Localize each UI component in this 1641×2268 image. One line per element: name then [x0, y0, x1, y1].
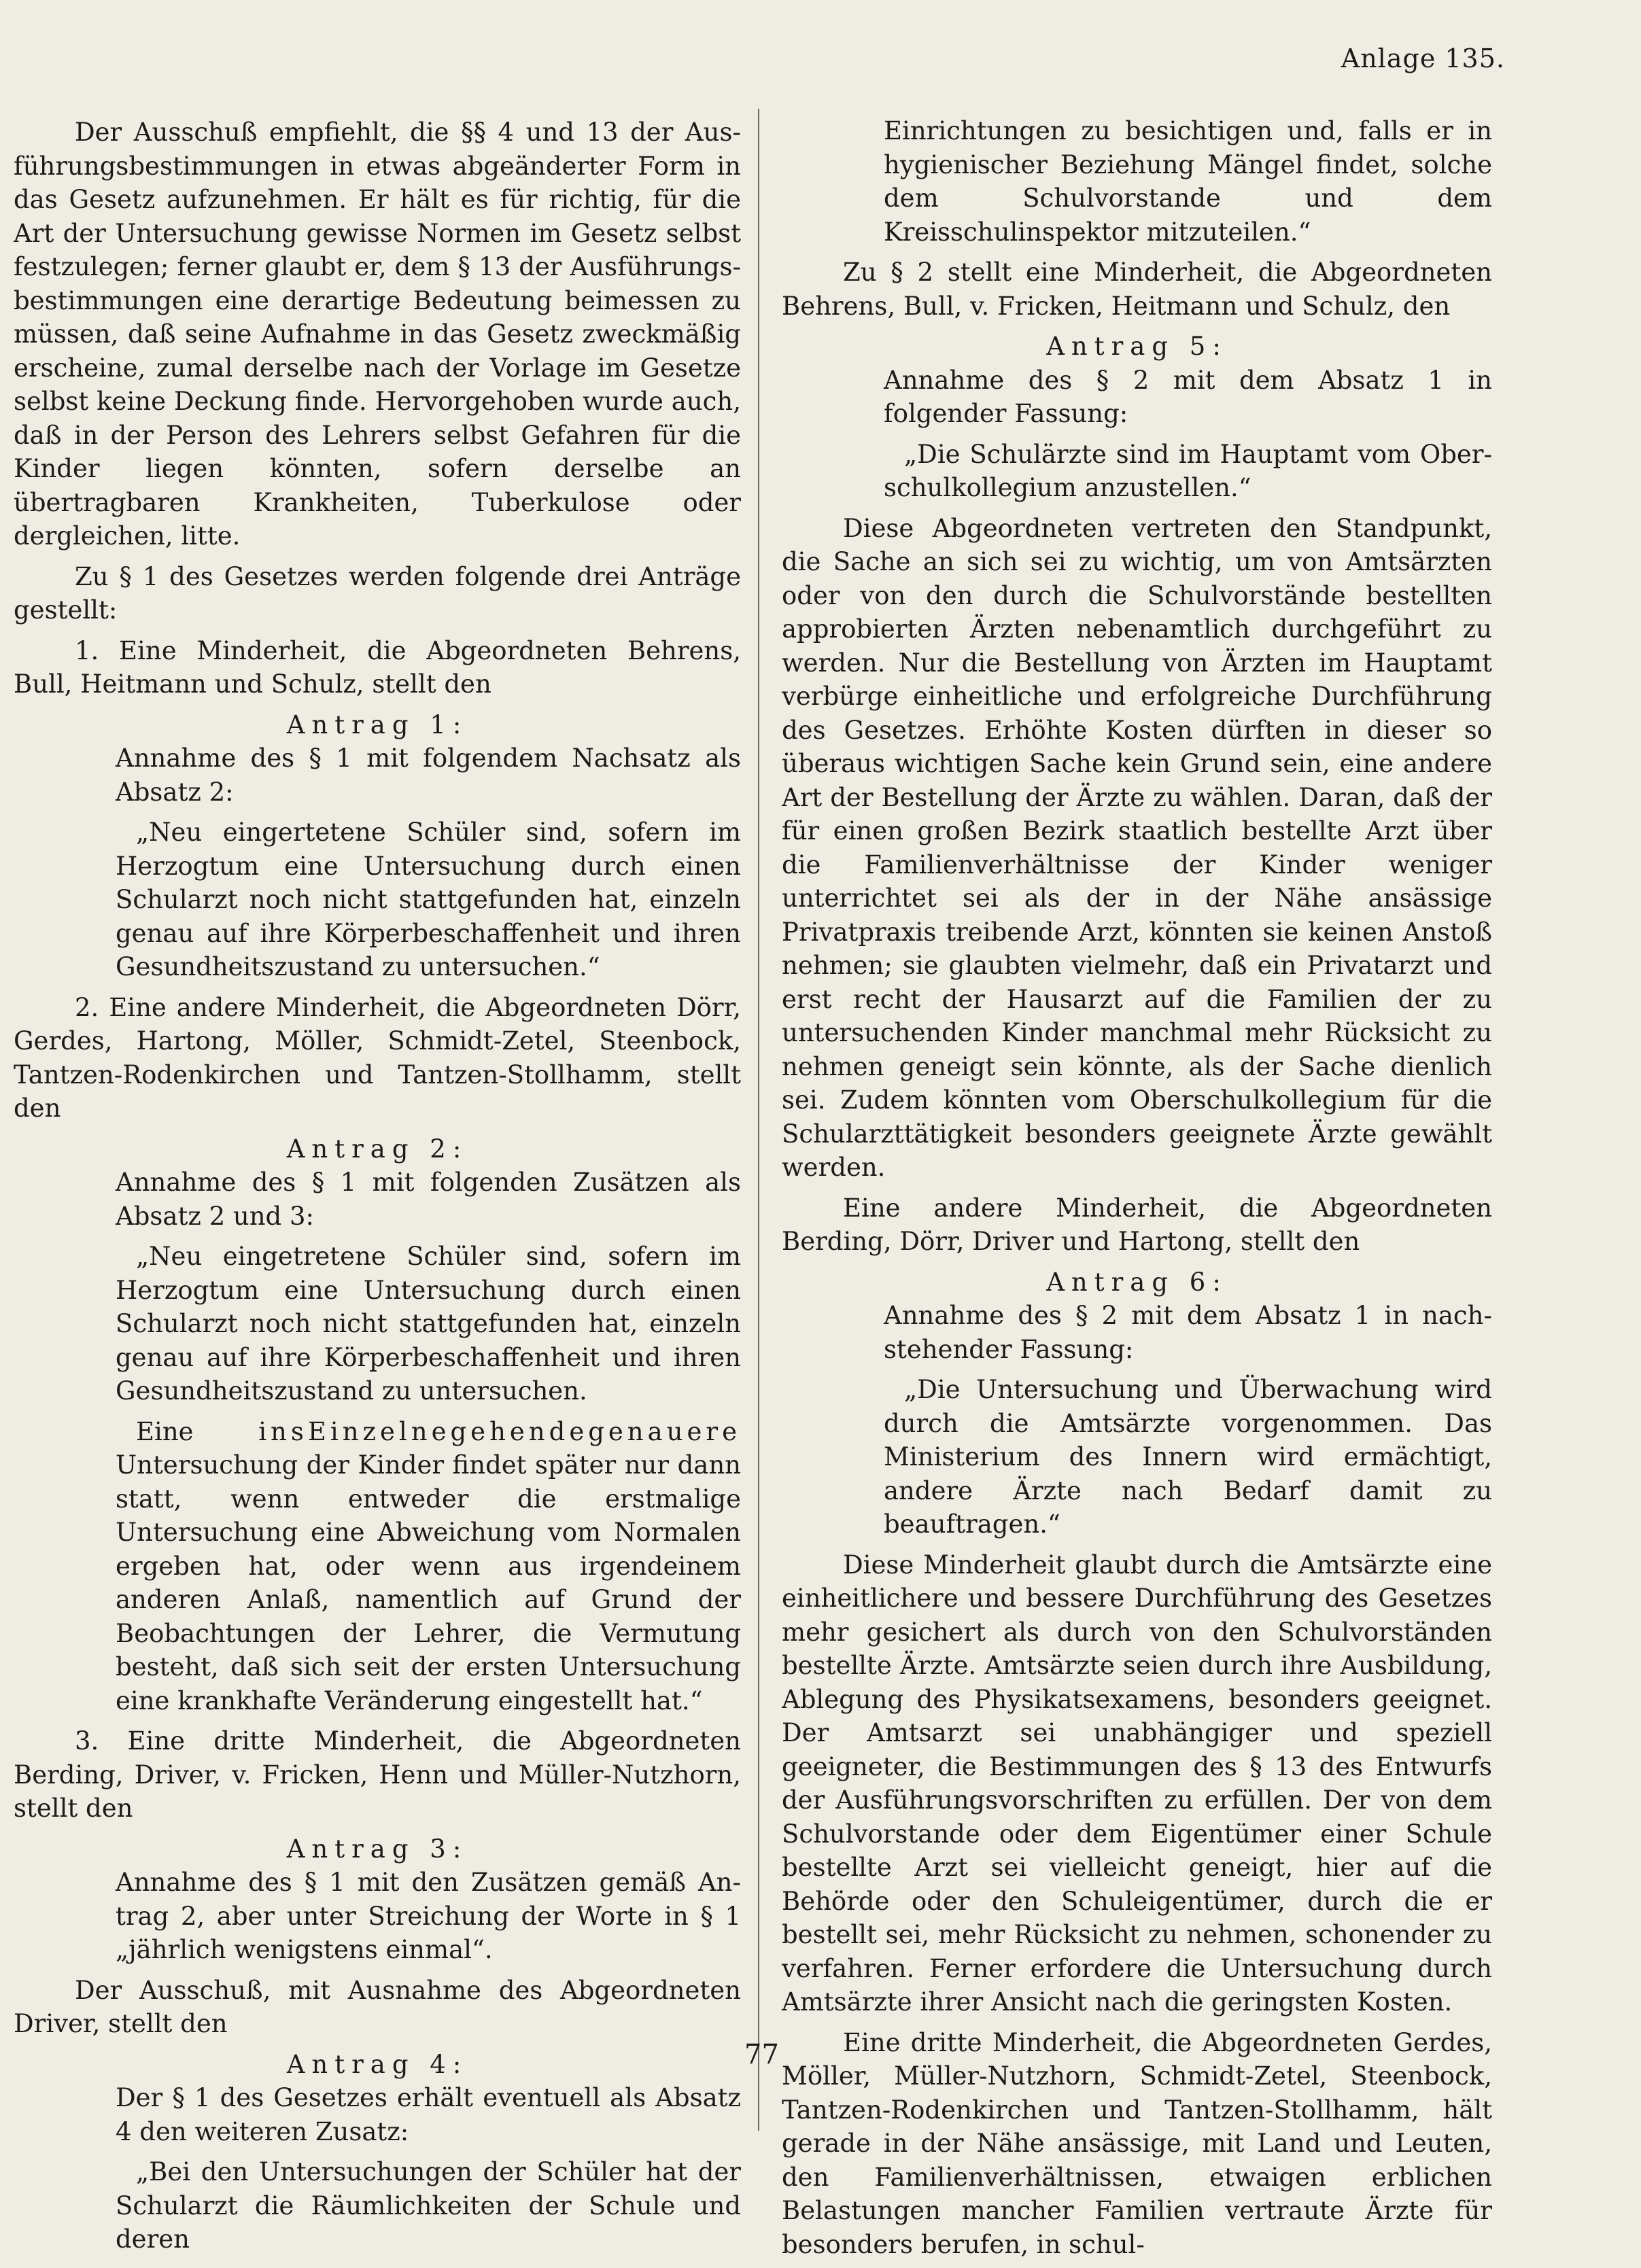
left-paragraph: 2. Eine andere Minderheit, die Abgeordneten Dörr, Gerdes, Hartong, Möller, Schmidt-Zetel, Steenbock, Tantzen-Rodenkirchen und Tantzen-Stollhamm, stellt den: [14, 992, 741, 1123]
left-column: [14, 116, 741, 2263]
antrag-quote-continuation: Einrichtungen zu besichtigen und, falls er in hygienischer Beziehung Mängel findet, solche dem Schulvorstande und dem Kreisschulinspektor mitzuteilen.“: [884, 116, 1492, 247]
right-paragraph: Eine andere Minderheit, die Abgeordneten Berding, Dörr, Driver und Hartong, stellt den: [782, 1193, 1492, 1256]
column-divider: [758, 109, 759, 2131]
antrag-quote: [14, 1415, 741, 1718]
left-paragraph: Der Ausschuß empfiehlt, die §§ 4 und 13 der Ausführungsbestimmungen in etwas abgeänderter Form in das Gesetz aufzunehmen. Er hält es für richtig, für die Art der Untersuchung gewisse Normen im Gesetz selbst festzulegen; ferner glaubt er, dem § 13 der Ausführungsbestimmungen eine derartige Bedeutung beimessen zu müssen, daß seine Aufnahme in das Gesetz zweckmäßig erscheine, zumal derselbe nach der Vorlage im Gesetze selbst keine Deckung finde. Hervorgehoben wurde auch, daß in der Person des Lehrers selbst Gefahren für die Kinder liegen könnten, sofern derselbe an übertragbaren Krankheiten, Tuberkulose oder dergleichen, litte.: [14, 118, 741, 551]
antrag-heading: Antrag 3:: [286, 1834, 468, 1864]
antrag-heading: Antrag 2:: [286, 1134, 468, 1164]
right-paragraph: Zu § 2 stellt eine Minderheit, die Abgeordneten Behrens, Bull, v. Fricken, Heitmann und Schulz, den: [782, 258, 1492, 321]
antrag-text: Annahme des § 1 mit folgenden Zusätzen als Absatz 2 und 3:: [116, 1168, 741, 1231]
right-column: [782, 114, 1492, 2268]
antrag-quote: „Die Untersuchung und Überwachung wird durch die Amtsärzte vorgenommen. Das Ministerium des Innern wird ermächtigt, andere Ärzte nach Bedarf damit zu beauftragen.“: [884, 1375, 1492, 1539]
spaced-emphasis: insEinzelnegehendegenauere: [258, 1416, 741, 1446]
right-paragraph: Diese Abgeordneten vertreten den Standpunkt, die Sache an sich sei zu wichtig, um von Amtsärzten oder von den durch die Schulvorstände bestellten approbierten Ärzten nebenamtlich durchgeführt zu werden. Nur die Bestellung von Ärzten im Hauptamt verbürge einheitliche und erfolgreiche Durchführung des Gesetzes. Erhöhte Kosten dürften in dieser so überaus wichtigen Sache kein Grund sein, eine andere Art der Bestellung der Ärzte zu wählen. Daran, daß der für einen großen Bezirk staatlich bestellte Arzt über die Familienverhältnisse der Kinder weniger unterrichtet sei als der in der Nähe ansässige Privatpraxis treibende Arzt, könnten sie keinen Anstoß nehmen; sie glaubten vielmehr, daß ein Privatarzt und erst recht der Hausarzt auf die Familien der zu untersuchenden Kinder manchmal mehr Rücksicht zu nehmen geneigt sein könnte, als der Sache dienlich sei. Zudem könnten vom Oberschulkollegium für die Schularzttätigkeit besonders geeignete Ärzte gewählt werden.: [782, 513, 1492, 1182]
page-header: Anlage 135.: [1341, 43, 1505, 73]
left-paragraph: Der Ausschuß, mit Ausnahme des Abgeordneten Driver, stellt den: [14, 1975, 741, 2038]
antrag-text: Annahme des § 1 mit folgendem Nachsatz als Absatz 2:: [116, 744, 741, 807]
page-number: 77: [744, 2039, 779, 2070]
antrag-quote: „Neu eingertetene Schüler sind, sofern im Herzogtum eine Untersuchung durch einen Schularzt noch nicht stattgefunden hat, einzeln genau auf ihre Körperbeschaffenheit und ihren Gesundheitszustand zu untersuchen.“: [116, 818, 741, 981]
antrag-quote: „Bei den Untersuchungen der Schüler hat der Schularzt die Räumlichkeiten der Schule und deren: [116, 2157, 741, 2254]
antrag-text: Der § 1 des Gesetzes erhält eventuell als Absatz 4 den weiteren Zusatz:: [116, 2083, 741, 2146]
antrag-text: Annahme des § 2 mit dem Absatz 1 in nachstehender Fassung:: [884, 1301, 1492, 1364]
antrag-heading: Antrag 1:: [286, 710, 468, 739]
left-paragraph: Zu § 1 des Gesetzes werden folgende drei Anträge gestellt:: [14, 561, 741, 625]
quote-part: Eine: [136, 1416, 259, 1446]
right-paragraph: Diese Minderheit glaubt durch die Amtsärzte eine einheitlichere und bessere Durchführung des Gesetzes mehr gesichert als durch von den Schulvorständen bestellte Ärzte. Amtsärzte seien durch ihre Ausbildung, Ablegung des Physikatsexamens, besonders geeignet. Der Amtsarzt sei unabhängiger und speziell geeigneter, die Bestimmungen des § 13 des Entwurfs der Ausführungsvorschriften zu erfüllen. Der von dem Schulvorstande oder dem Eigentümer einer Schule bestellte Arzt sei vielleicht geneigt, hier auf die Behörde oder den Schuleigentümer, durch die er bestellt sei, mehr Rücksicht zu nehmen, schonender zu verfahren. Ferner erfordere die Untersuchung durch Amtsärzte ihrer Ansicht nach die geringsten Kosten.: [782, 1550, 1492, 2017]
left-paragraph: 3. Eine dritte Minderheit, die Abgeordneten Berding, Driver, v. Fricken, Henn und Müller-Nutzhorn, stellt den: [14, 1726, 741, 1823]
antrag-heading: Antrag 4:: [286, 2049, 468, 2079]
antrag-text: Annahme des § 1 mit den Zusätzen gemäß Antrag 2, aber unter Streichung der Worte in § 1 „jährlich wenigstens einmal“.: [116, 1868, 741, 1964]
antrag-quote: „Neu eingetretene Schüler sind, sofern im Herzogtum eine Untersuchung durch einen Schularzt noch nicht stattgefunden hat, einzeln genau auf ihre Körperbeschaffenheit und ihren Gesundheitszustand zu untersuchen.: [116, 1242, 741, 1406]
right-paragraph: Eine dritte Minderheit, die Abgeordneten Gerdes, Möller, Müller-Nutzhorn, Schmidt-Zetel, Steenbock, Tantzen-Rodenkirchen und Tantzen-Stollhamm, hält gerade in der Nähe ansässige, mit Land und Leuten, den Familienverhältnissen, etwaigen erblichen Belastungen mancher Familien vertraute Ärzte für besonders berufen, in schul-: [782, 2027, 1492, 2259]
antrag-heading: Antrag 6:: [1046, 1267, 1228, 1297]
quote-part: Untersuchung der Kinder findet später nur dann statt, wenn entweder die erstmalige Untersuchung eine Abweichung vom Normalen ergeben hat, oder wenn aus irgendeinem anderen Anlaß, namentlich auf Grund der Beobachtungen der Lehrer, die Vermutung besteht, daß sich seit der ersten Untersuchung eine krankhafte Veränderung eingestellt hat.“: [116, 1450, 741, 1715]
left-paragraph: 1. Eine Minderheit, die Abgeordneten Behrens, Bull, Heitmann und Schulz, stellt den: [14, 635, 741, 699]
antrag-text: Annahme des § 2 mit dem Absatz 1 in folgender Fassung:: [884, 365, 1492, 428]
antrag-heading: Antrag 5:: [1046, 332, 1228, 361]
antrag-quote: „Die Schulärzte sind im Hauptamt vom Oberschulkollegium anzustellen.“: [884, 439, 1492, 502]
